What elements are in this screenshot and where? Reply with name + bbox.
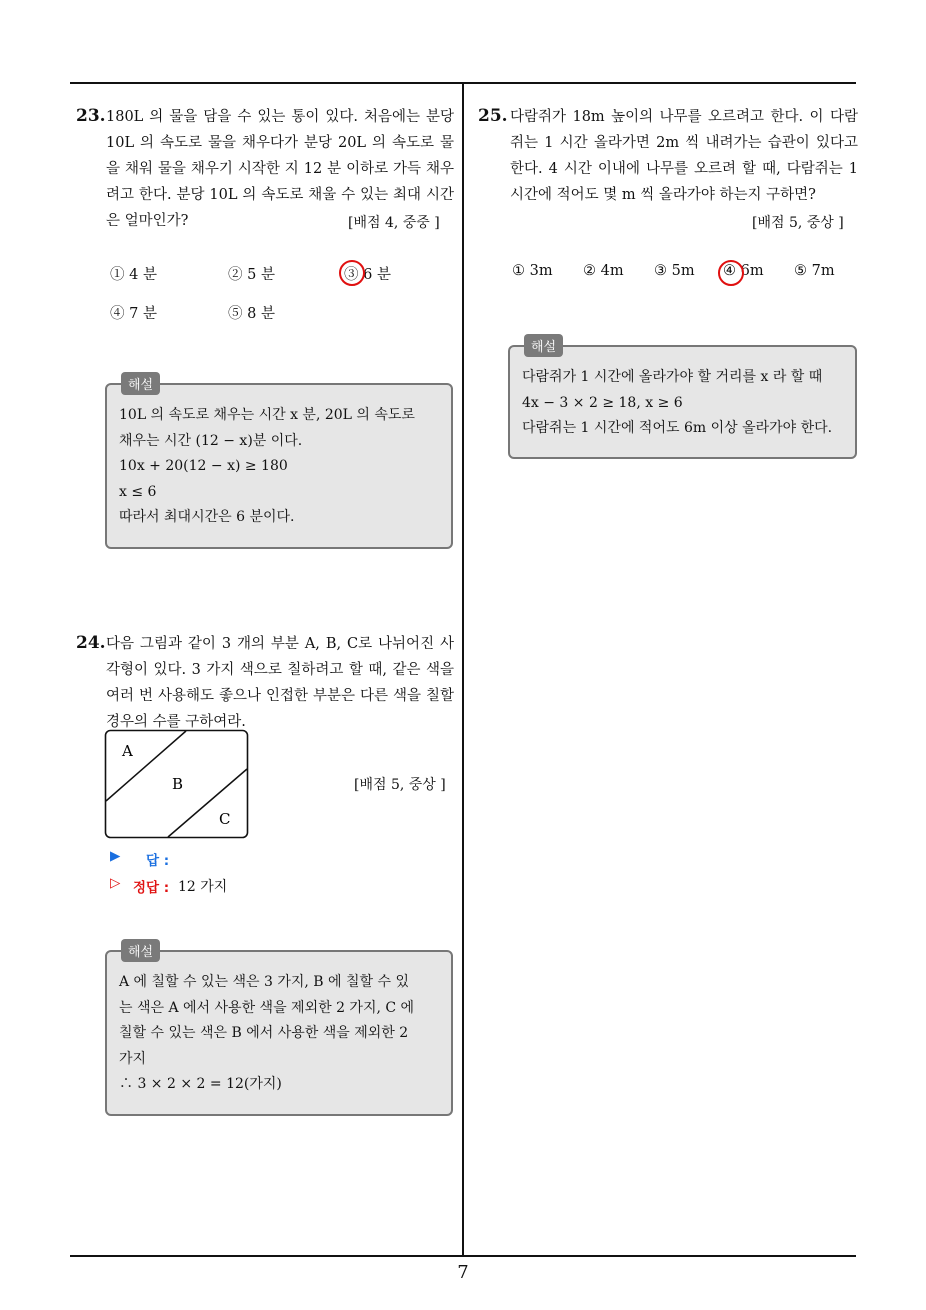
solution-line: x ≤ 6 <box>119 483 157 500</box>
q23-solution-body <box>119 403 441 531</box>
q25-solution-body <box>522 365 845 442</box>
answer-marker-icon: ▶ <box>110 848 121 864</box>
solution-tag: 해설 <box>121 372 160 395</box>
region-label-c: C <box>219 810 231 828</box>
q24-text: 다음 그림과 같이 3 개의 부분 A, B, C로 나뉘어진 사각형이 있다. 3 가지 색으로 칠하려고 할 때, 같은 색을 여러 번 사용해도 좋으나 인접한 부분은 다른 색을 칠할 경우의 수를 구하여라. <box>106 636 454 730</box>
q25-choice-3[interactable]: ③ 5m <box>654 263 695 279</box>
q24-number: 24. <box>76 633 106 653</box>
q25-choice-2[interactable]: ② 4m <box>583 263 624 279</box>
q25-choice-5[interactable]: ⑤ 7m <box>794 263 835 279</box>
solution-tag: 해설 <box>524 334 563 357</box>
q23-choice-3[interactable]: ③ 6 분 <box>344 267 391 283</box>
region-label-a: A <box>122 742 133 760</box>
solution-line: 10x + 20(12 − x) ≥ 180 <box>119 458 288 474</box>
region-label-b: B <box>172 775 184 793</box>
q23-choice-5[interactable]: ⑤ 8 분 <box>228 306 275 322</box>
solution-line: 채우는 시간 (12 − x)분 이다. <box>119 432 303 449</box>
correct-answer-value: 12 가지 <box>178 879 228 895</box>
q23-score: [배점 4, 중중 ] <box>348 215 440 231</box>
column-divider <box>462 83 464 1257</box>
solution-tag: 해설 <box>121 939 160 962</box>
q23-choice-4[interactable]: ④ 7 분 <box>110 306 157 322</box>
solution-line: 는 색은 A 에서 사용한 색을 제외한 2 가지, C 에 <box>119 999 415 1016</box>
solution-line: ∴ 3 × 2 × 2 = 12(가지) <box>119 1076 282 1092</box>
selected-answer-circle-icon <box>339 260 365 286</box>
q24-solution-box <box>105 945 453 1116</box>
q23-choice-1[interactable]: ① 4 분 <box>110 267 157 283</box>
q24-solution-body <box>119 970 441 1098</box>
bottom-rule <box>70 1255 856 1257</box>
q25-solution-box <box>508 340 857 459</box>
solution-line: 10L 의 속도로 채우는 시간 x 분, 20L 의 속도로 <box>119 407 415 423</box>
solution-line: 다람쥐가 1 시간에 올라가야 할 거리를 x 라 할 때 <box>522 369 823 385</box>
answer-label: 답 : <box>146 853 170 869</box>
q25-choice-1[interactable]: ① 3m <box>512 263 553 279</box>
q25-choice-4[interactable]: ④ 6m <box>723 263 764 279</box>
solution-line: 칠할 수 있는 색은 B 에서 사용한 색을 제외한 2 <box>119 1025 409 1041</box>
q25-number: 25. <box>478 106 508 126</box>
selected-answer-circle-icon <box>718 260 744 286</box>
solution-line: 가지 <box>119 1050 147 1067</box>
solution-line: A 에 칠할 수 있는 색은 3 가지, B 에 칠할 수 있 <box>119 974 410 990</box>
q25-score: [배점 5, 중상 ] <box>752 215 844 231</box>
solution-line: 다람쥐는 1 시간에 적어도 6m 이상 올라가야 한다. <box>522 420 833 436</box>
rectangle-figure <box>104 729 250 841</box>
page-number: 7 <box>457 1262 469 1283</box>
correct-label: 정답 : <box>133 880 170 896</box>
solution-line: 따라서 최대시간은 6 분이다. <box>119 509 295 525</box>
q24-score: [배점 5, 중상 ] <box>354 777 446 793</box>
q23-text: 180L 의 물을 담을 수 있는 통이 있다. 처음에는 분당 10L 의 속도로 물을 채우다가 분당 20L 의 속도로 물을 채워 물을 채우기 시작한 지 12 분 이하로 가득 채우려고 한다. 분당 10L 의 속도로 채울 수 있는 최대 시간은 얼마인가? <box>106 109 454 229</box>
correct-marker-icon: ▷ <box>110 875 121 891</box>
q23-number: 23. <box>76 106 106 126</box>
q25-text: 다람쥐가 18m 높이의 나무를 오르려고 한다. 이 다람쥐는 1 시간 올라가면 2m 씩 내려가는 습관이 있다고 한다. 4 시간 이내에 나무를 오르려 할 때, 다람쥐는 1 시간에 적어도 몇 m 씩 올라가야 하는지 구하면? <box>510 109 858 203</box>
q23-choice-2[interactable]: ② 5 분 <box>228 267 275 283</box>
solution-line: 4x − 3 × 2 ≥ 18, x ≥ 6 <box>522 394 683 411</box>
q23-solution-box <box>105 378 453 549</box>
